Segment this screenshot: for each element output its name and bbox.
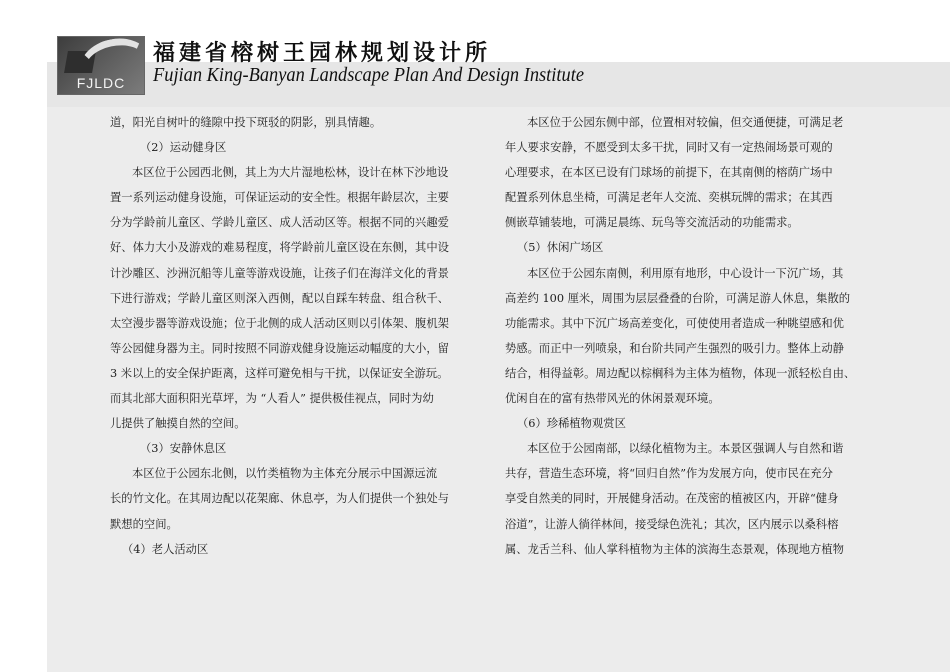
text-line: 分为学龄前儿童区、学龄儿童区、成人活动区等。根据不同的兴趣爱 — [110, 216, 449, 230]
text-line: 3 米以上的安全保护距离，这样可避免相与干扰，以保证安全游玩。 — [110, 366, 449, 380]
text-line: 本区位于公园东侧中部，位置相对较偏，但交通便捷，可满足老 — [527, 116, 844, 129]
text-line: 长的竹文化。在其周边配以花架廊、休息亭，为人们提供一个独处与 — [110, 492, 449, 506]
text-line: 共存，营造生态环境，将“回归自然”作为发展方向，使市民在充分 — [505, 467, 833, 481]
text-line: 本区位于公园东南侧，利用原有地形，中心设计一下沉广场，其 — [527, 266, 844, 280]
text-line: 结合，相得益彰。周边配以棕榈科为主体为植物，体现一派轻松自由、 — [505, 366, 856, 380]
text-line: （4）老人活动区 — [122, 542, 209, 556]
text-line: 优闲自在的富有热带风光的休闲景观环境。 — [505, 392, 720, 406]
text-line: 侧嵌草铺装地，可满足晨练、玩鸟等交流活动的功能需求。 — [505, 216, 799, 230]
text-line: 浴道”，让游人徜徉林间，接受绿色洗礼；其次，区内展示以桑科榕 — [505, 517, 839, 531]
text-line: 计沙雕区、沙洲沉船等儿童等游戏设施，让孩子们在海洋文化的背景 — [110, 266, 449, 280]
text-line: （6）珍稀植物观赏区 — [517, 417, 626, 431]
text-line: （3）安静休息区 — [140, 442, 227, 456]
text-line: 势感。而正中一列喷泉，和台阶共同产生强烈的吸引力。整体上动静 — [505, 341, 844, 355]
text-line: 默想的空间。 — [110, 517, 178, 531]
company-logo — [57, 36, 145, 95]
text-line: （5）休闲广场区 — [517, 241, 604, 255]
text-line: 等公园健身器为主。同时按照不同游戏健身设施运动幅度的大小，留 — [110, 341, 449, 355]
text-line: 太空漫步器等游戏设施；位于北侧的成人活动区则以引体架、腹机架 — [110, 316, 449, 330]
text-line: 本区位于公园南部，以绿化植物为主。本景区强调人与自然和谐 — [527, 442, 844, 456]
text-line: 享受自然美的同时，开展健身活动。在茂密的植被区内，开辟“健身 — [505, 492, 839, 506]
left-text-column — [110, 110, 455, 562]
text-line: 好、体力大小及游戏的难易程度，将学龄前儿童区设在东侧，其中设 — [110, 241, 449, 255]
right-text-column — [505, 110, 856, 562]
text-line: 道，阳光自树叶的缝隙中投下斑驳的阴影，别具情趣。 — [110, 116, 382, 129]
text-line: 本区位于公园西北侧，其上为大片湿地松林，设计在林下沙地设 — [132, 166, 449, 180]
text-line: 年人要求安静，不愿受到太多干扰，同时又有一定热闹场景可观的 — [505, 141, 833, 155]
text-line: 儿提供了触摸自然的空间。 — [110, 417, 246, 431]
text-line: 本区位于公园东北侧，以竹类植物为主体充分展示中国源远流 — [132, 467, 438, 481]
text-line: 心理要求，在本区已设有门球场的前提下，在其南侧的榕荫广场中 — [505, 166, 833, 180]
text-line: 配置系列休息坐椅，可满足老年人交流、奕棋玩牌的需求；在其西 — [505, 191, 833, 205]
text-line: 下进行游戏；学龄儿童区则深入西侧，配以自踩车转盘、组合秋千、 — [110, 291, 449, 305]
institute-title-english: Fujian King-Banyan Landscape Plan And Design Institute — [153, 64, 585, 86]
institute-title-chinese: 福建省榕树王园林规划设计所 — [153, 40, 492, 66]
text-line: （2）运动健身区 — [140, 141, 227, 155]
logo-text: FJLDC — [76, 75, 126, 91]
text-line: 属、龙舌兰科、仙人掌科植物为主体的滨海生态景观，体现地方植物 — [505, 542, 844, 556]
text-line: 功能需求。其中下沉广场高差变化，可使使用者造成一种眺望感和优 — [505, 316, 844, 330]
text-line: 而其北部大面积阳光草坪，为 “人看人” 提供极佳视点，同时为幼 — [110, 392, 434, 406]
text-line: 置一系列运动健身设施，可保证运动的安全性。根据年龄层次，主要 — [110, 191, 449, 205]
text-line: 高差约 100 厘米，周围为层层叠叠的台阶，可满足游人休息，集散的 — [505, 291, 851, 305]
